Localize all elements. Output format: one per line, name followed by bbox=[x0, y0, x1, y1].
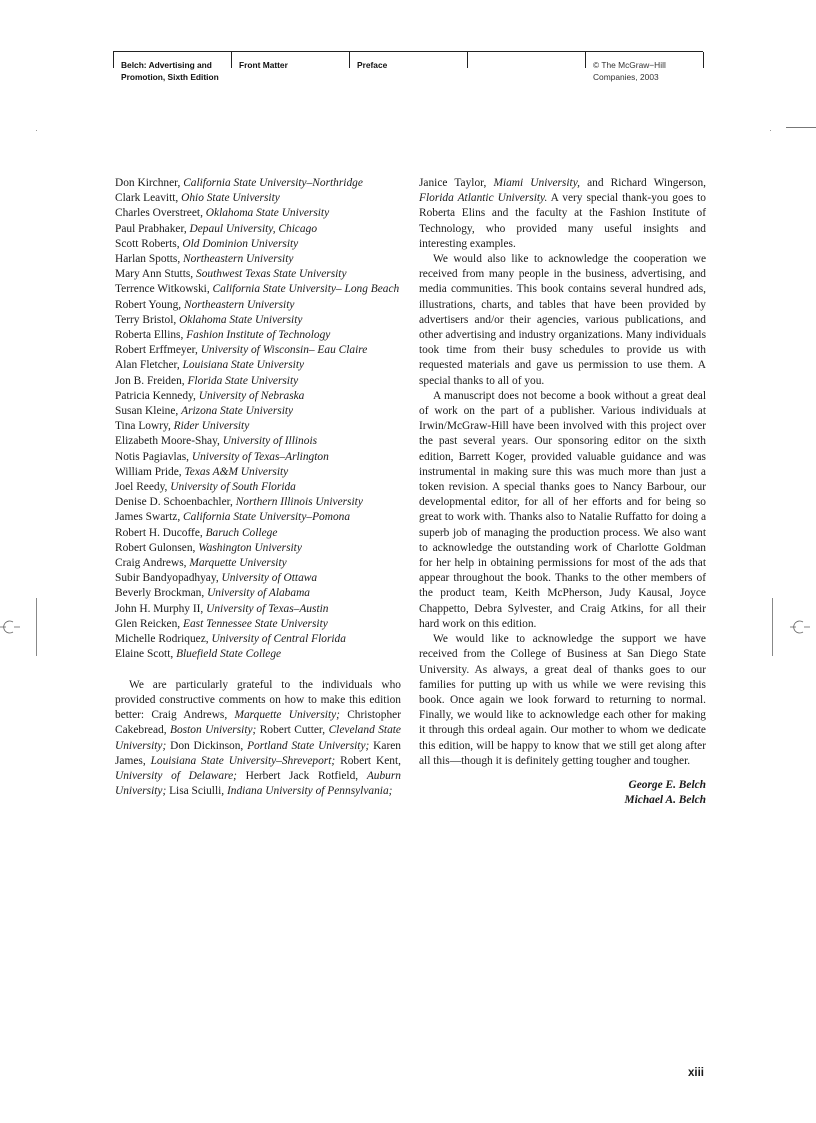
reviewer-name: Robert Gulonsen, bbox=[115, 541, 199, 554]
reviewer-entry bbox=[115, 222, 401, 237]
reviewer-affiliation: Northern Illinois University bbox=[235, 496, 363, 509]
reviewer-entry bbox=[115, 632, 401, 647]
paragraph-text: Karen James, bbox=[115, 739, 401, 767]
reviewer-entry bbox=[115, 389, 401, 404]
reviewer-affiliation: Florida State University bbox=[187, 374, 299, 387]
registration-mark-icon bbox=[790, 617, 810, 637]
reviewer-name: Beverly Brockman, bbox=[115, 587, 208, 600]
book-title-line1: Belch: Advertising and bbox=[121, 60, 212, 70]
reviewer-entry bbox=[115, 450, 401, 465]
reviewer-entry bbox=[115, 374, 401, 389]
institution-name: Marquette University; bbox=[234, 709, 340, 722]
reviewer-affiliation: California State University– Long Beach bbox=[212, 283, 400, 296]
reviewer-affiliation: University of Illinois bbox=[222, 435, 318, 448]
reviewer-name: William Pride, bbox=[115, 465, 185, 478]
reviewer-affiliation: Fashion Institute of Technology bbox=[186, 329, 331, 342]
header-chapter: Preface bbox=[357, 60, 388, 70]
reviewer-name: Subir Bandyopadhyay, bbox=[115, 572, 222, 585]
acknowledgment-paragraph: We would also like to acknowledge the cooperation we received from many people in the business, advertising, and media communities. This book contains several hundred ads, illustrations, charts, and tables that have been provided by advertisers and/or their agencies, various publications, and other advertising and industry organizations. Many individuals took time from their busy schedules to provide us with requested materials and gave us permission to use them. A special thanks to all of you. bbox=[419, 253, 706, 387]
reviewer-entry bbox=[115, 237, 401, 252]
reviewer-entry bbox=[115, 647, 401, 662]
reviewer-entry bbox=[115, 343, 401, 358]
reviewer-entry bbox=[115, 328, 401, 343]
reviewer-name: Michelle Rodriquez, bbox=[115, 633, 212, 646]
reviewer-name: Terrence Witkowski, bbox=[115, 283, 213, 296]
reviewer-affiliation: University of Central Florida bbox=[211, 633, 346, 646]
reviewer-name: Harlan Spotts, bbox=[115, 253, 184, 266]
reviewer-name: Craig Andrews, bbox=[115, 557, 190, 570]
header-divider bbox=[703, 52, 704, 68]
reviewer-entry bbox=[115, 465, 401, 480]
reviewer-affiliation: Depaul University, Chicago bbox=[189, 222, 318, 235]
reviewer-entry bbox=[115, 404, 401, 419]
reviewer-affiliation: Southwest Texas State University bbox=[196, 268, 347, 281]
reviewer-affiliation: Oklahoma State University bbox=[179, 313, 303, 326]
institution-name: Louisiana State University–Shreveport; bbox=[150, 754, 336, 767]
reviewer-entry bbox=[115, 206, 401, 221]
reviewer-affiliation: Old Dominion University bbox=[182, 237, 299, 250]
paragraph-text: Lisa Sciulli, bbox=[166, 785, 227, 798]
header-empty-cell bbox=[467, 52, 585, 86]
book-title-line2: Promotion, Sixth Edition bbox=[121, 72, 219, 82]
reviewer-entry bbox=[115, 298, 401, 313]
acknowledgment-paragraph bbox=[115, 678, 401, 800]
paragraph-text: A very special thank-you goes to Roberta Elins and the faculty at the Fashion Institute of Technology, who provided many useful insights and interesting examples. bbox=[419, 192, 706, 250]
reviewer-name: Joel Reedy, bbox=[115, 481, 171, 494]
reviewer-name: Notis Pagiavlas, bbox=[115, 450, 192, 463]
crop-mark bbox=[36, 598, 37, 656]
reviewer-name: Elaine Scott, bbox=[115, 648, 177, 661]
crop-mark bbox=[36, 130, 37, 131]
reviewer-affiliation: University of South Florida bbox=[170, 481, 296, 494]
paragraph-text: and Richard Wingerson, bbox=[579, 177, 706, 189]
reviewer-name: Mary Ann Stutts, bbox=[115, 268, 197, 281]
acknowledgment-paragraph: A manuscript does not become a book without a great deal of work on the part of a publisher. Various individuals at Irwin/McGraw-Hill have been involved with this project over the past several years. Our sponsoring editor on the sixth edition, Barrett Koger, provided valuable guidance and was instrumental in making sure this was much more than just a token revision. A special thanks goes to Nancy Barbour, our developmental editor, for all of her efforts and for being so great to work with. Thanks also to Natalie Ruffatto for doing a superb job of managing the production process. We also want to acknowledge the outstanding work of Charlotte Goldman for her help in obtaining permissions for most of the ads that appear throughout the book. Thanks to the other members of the product team, Keith McPherson, Judy Kausal, Joyce Chappetto, Debra Sylvester, and Craig Atkins, for all their hard work on this edition. bbox=[419, 389, 706, 630]
reviewer-affiliation: Bluefield State College bbox=[176, 648, 282, 661]
reviewer-affiliation: Northeastern University bbox=[183, 253, 294, 266]
reviewer-name: Jon B. Freiden, bbox=[115, 374, 188, 387]
reviewer-affiliation: University of Nebraska bbox=[198, 389, 305, 402]
institution-name: Florida Atlantic University. bbox=[419, 192, 548, 205]
reviewer-affiliation: Louisiana State University bbox=[182, 359, 305, 372]
reviewer-entry bbox=[115, 510, 401, 525]
crop-mark bbox=[786, 127, 816, 128]
reviewer-affiliation: University of Alabama bbox=[207, 587, 310, 600]
reviewer-name: James Swartz, bbox=[115, 511, 184, 524]
institution-name: Miami University, bbox=[493, 177, 580, 189]
reviewer-name: Clark Leavitt, bbox=[115, 192, 182, 205]
reviewer-name: Robert Young, bbox=[115, 298, 184, 311]
reviewer-affiliation: University of Texas–Arlington bbox=[191, 450, 329, 463]
reviewer-affiliation: Northeastern University bbox=[184, 298, 295, 311]
reviewer-affiliation: California State University–Northridge bbox=[183, 177, 363, 189]
reviewer-entry bbox=[115, 602, 401, 617]
author-signature: George E. Belch bbox=[628, 778, 706, 791]
reviewer-name: John H. Murphy II, bbox=[115, 602, 207, 615]
institution-name: Boston University; bbox=[170, 724, 257, 737]
reviewer-name: Tina Lowry, bbox=[115, 420, 174, 433]
reviewer-entry bbox=[115, 617, 401, 632]
institution-name: Indiana University of Pennsylvania; bbox=[227, 785, 393, 798]
reviewer-entry bbox=[115, 571, 401, 586]
reviewer-entry bbox=[115, 252, 401, 267]
reviewer-name: Denise D. Schoenbachler, bbox=[115, 496, 236, 509]
paragraph-text: Robert Kent, bbox=[335, 754, 401, 767]
reviewer-name: Charles Overstreet, bbox=[115, 207, 206, 220]
copyright-line2: Companies, 2003 bbox=[593, 72, 659, 82]
reviewer-name: Don Kirchner, bbox=[115, 177, 184, 189]
acknowledgment-paragraph-continued bbox=[419, 176, 706, 252]
reviewer-name: Elizabeth Moore-Shay, bbox=[115, 435, 223, 448]
header-book-title bbox=[113, 52, 231, 86]
reviewer-entry bbox=[115, 176, 401, 191]
institution-name: Cleveland State University; bbox=[115, 724, 401, 752]
reviewer-affiliation: California State University–Pomona bbox=[183, 511, 351, 524]
left-column bbox=[115, 176, 401, 799]
reviewer-affiliation: Washington University bbox=[198, 541, 302, 554]
reviewer-entry bbox=[115, 541, 401, 556]
header-section: Front Matter bbox=[239, 60, 288, 70]
reviewer-name: Robert H. Ducoffe, bbox=[115, 526, 206, 539]
registration-mark-icon bbox=[0, 617, 20, 637]
reviewer-entry bbox=[115, 526, 401, 541]
reviewer-entry bbox=[115, 419, 401, 434]
reviewer-affiliation: Rider University bbox=[173, 420, 250, 433]
reviewer-entry bbox=[115, 191, 401, 206]
reviewer-entry bbox=[115, 434, 401, 449]
reviewer-list bbox=[115, 176, 401, 663]
reviewer-affiliation: Arizona State University bbox=[181, 405, 294, 418]
reviewer-affiliation: Marquette University bbox=[189, 557, 287, 570]
reviewer-name: Patricia Kennedy, bbox=[115, 389, 199, 402]
reviewer-entry bbox=[115, 495, 401, 510]
reviewer-entry bbox=[115, 267, 401, 282]
paragraph-text: Janice Taylor, bbox=[419, 177, 494, 189]
header-copyright bbox=[585, 52, 703, 86]
acknowledgment-paragraph: We would like to acknowledge the support we have received from the College of Business at San Diego State University. As always, a great deal of thanks goes to our families for putting up with us while we were revising this book. Once again we look forward to returning to normal. Finally, we would like to acknowledge each other for making it through this ordeal again. Our mother to whom we dedicate this edition, will be happy to know that we still get along after all this—though it is definitely getting tougher and tougher. bbox=[419, 633, 706, 767]
reviewer-name: Scott Roberts, bbox=[115, 237, 183, 250]
reviewer-affiliation: University of Wisconsin– Eau Claire bbox=[200, 344, 368, 357]
reviewer-affiliation: University of Texas–Austin bbox=[206, 602, 329, 615]
institution-name: Auburn University; bbox=[115, 769, 401, 798]
copyright-line1: © The McGraw−Hill bbox=[593, 60, 666, 70]
running-header bbox=[113, 51, 703, 86]
reviewer-affiliation: Ohio State University bbox=[181, 192, 280, 205]
reviewer-name: Alan Fletcher, bbox=[115, 359, 183, 372]
reviewer-affiliation: Oklahoma State University bbox=[205, 207, 330, 220]
reviewer-entry bbox=[115, 313, 401, 328]
reviewer-affiliation: Baruch College bbox=[205, 526, 278, 539]
paragraph-text: Christopher Cakebread, bbox=[115, 709, 401, 737]
author-signature: Michael A. Belch bbox=[624, 794, 706, 807]
reviewer-entry bbox=[115, 358, 401, 373]
reviewer-affiliation: University of Ottawa bbox=[221, 572, 318, 585]
paragraph-text: Herbert Jack Rotfield, bbox=[236, 769, 367, 782]
paragraph-text: Don Dickinson, bbox=[166, 739, 248, 752]
right-column bbox=[419, 176, 706, 808]
reviewer-name: Terry Bristol, bbox=[115, 313, 180, 326]
paragraph-text: We are particularly grateful to the individuals who provided constructive comments on how to make this edition better: Craig Andrews, bbox=[115, 678, 401, 722]
institution-name: Portland State University; bbox=[247, 739, 370, 752]
reviewer-name: Robert Erffmeyer, bbox=[115, 344, 201, 357]
reviewer-name: Roberta Ellins, bbox=[115, 329, 187, 342]
reviewer-affiliation: Texas A&M University bbox=[184, 465, 289, 478]
page-number: xiii bbox=[688, 1067, 704, 1079]
institution-name: University of Delaware; bbox=[115, 769, 237, 782]
crop-mark bbox=[770, 130, 771, 131]
reviewer-name: Susan Kleine, bbox=[115, 405, 182, 418]
reviewer-affiliation: East Tennessee State University bbox=[183, 617, 328, 630]
reviewer-entry bbox=[115, 480, 401, 495]
reviewer-name: Paul Prabhaker, bbox=[115, 222, 190, 235]
crop-mark bbox=[772, 598, 773, 656]
paragraph-text: Robert Cutter, bbox=[256, 724, 329, 737]
reviewer-entry bbox=[115, 586, 401, 601]
reviewer-entry bbox=[115, 282, 401, 297]
reviewer-name: Glen Reicken, bbox=[115, 617, 184, 630]
reviewer-entry bbox=[115, 556, 401, 571]
